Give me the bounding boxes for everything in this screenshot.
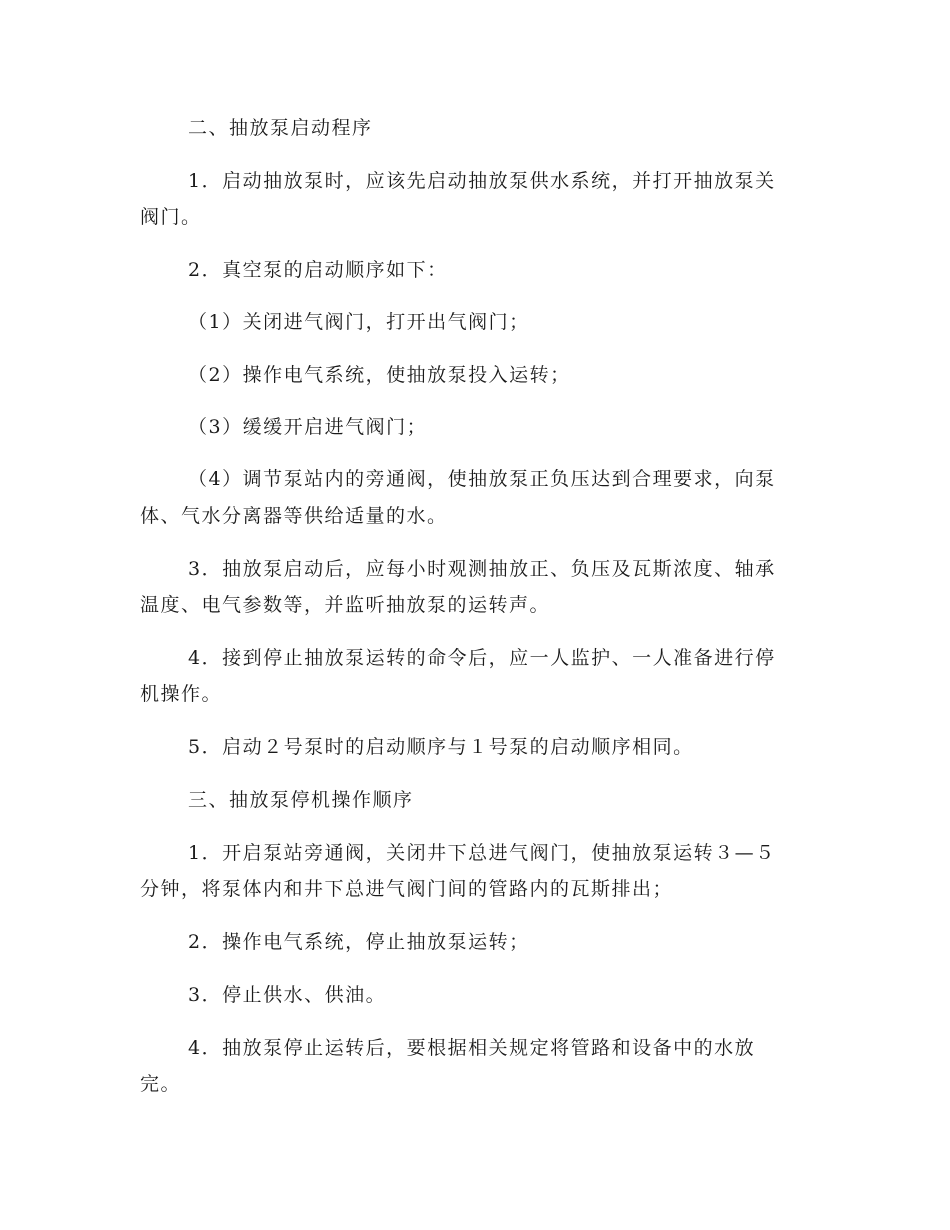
startup-item-4-line-2: 机操作。 (140, 683, 223, 705)
startup-item-1-line-1: 1．启动抽放泵时，应该先启动抽放泵供水系统，并打开抽放泵关 (188, 170, 776, 192)
startup-item-3-line-2: 温度、电气参数等，并监听抽放泵的运转声。 (140, 594, 551, 616)
startup-item-4-line-1: 4．接到停止抽放泵运转的命令后，应一人监护、一人准备进行停 (188, 647, 776, 669)
shutdown-item-1-line-1: 1．开启泵站旁通阀，关闭井下总进气阀门，使抽放泵运转３—５ (188, 842, 776, 864)
startup-item-5: 5．启动２号泵时的启动顺序与１号泵的启动顺序相同。 (188, 736, 694, 758)
shutdown-item-3: 3．停止供水、供油。 (188, 984, 387, 1006)
section-heading-shutdown: 三、抽放泵停机操作顺序 (188, 789, 414, 811)
shutdown-item-4-line-2: 完。 (140, 1073, 182, 1095)
startup-item-2: 2．真空泵的启动顺序如下： (188, 259, 448, 281)
vacuum-step-2: （2）操作电气系统，使抽放泵投入运转； (188, 364, 571, 386)
shutdown-item-1-line-2: 分钟，将泵体内和井下总进气阀门间的管路内的瓦斯排出； (140, 878, 674, 900)
vacuum-step-4-line-2: 体、气水分离器等供给适量的水。 (140, 505, 448, 527)
startup-item-1-line-2: 阀门。 (140, 206, 202, 228)
vacuum-step-3: （3）缓缓开启进气阀门； (188, 416, 428, 438)
startup-item-3-line-1: 3．抽放泵启动后，应每小时观测抽放正、负压及瓦斯浓度、轴承 (188, 558, 776, 580)
vacuum-step-1: （1）关闭进气阀门，打开出气阀门； (188, 311, 530, 333)
section-heading-startup: 二、抽放泵启动程序 (188, 117, 373, 139)
shutdown-item-2: 2．操作电气系统，停止抽放泵运转； (188, 931, 530, 953)
shutdown-item-4-line-1: 4．抽放泵停止运转后，要根据相关规定将管路和设备中的水放 (188, 1037, 756, 1059)
vacuum-step-4-line-1: （4）调节泵站内的旁通阀，使抽放泵正负压达到合理要求，向泵 (188, 468, 776, 490)
